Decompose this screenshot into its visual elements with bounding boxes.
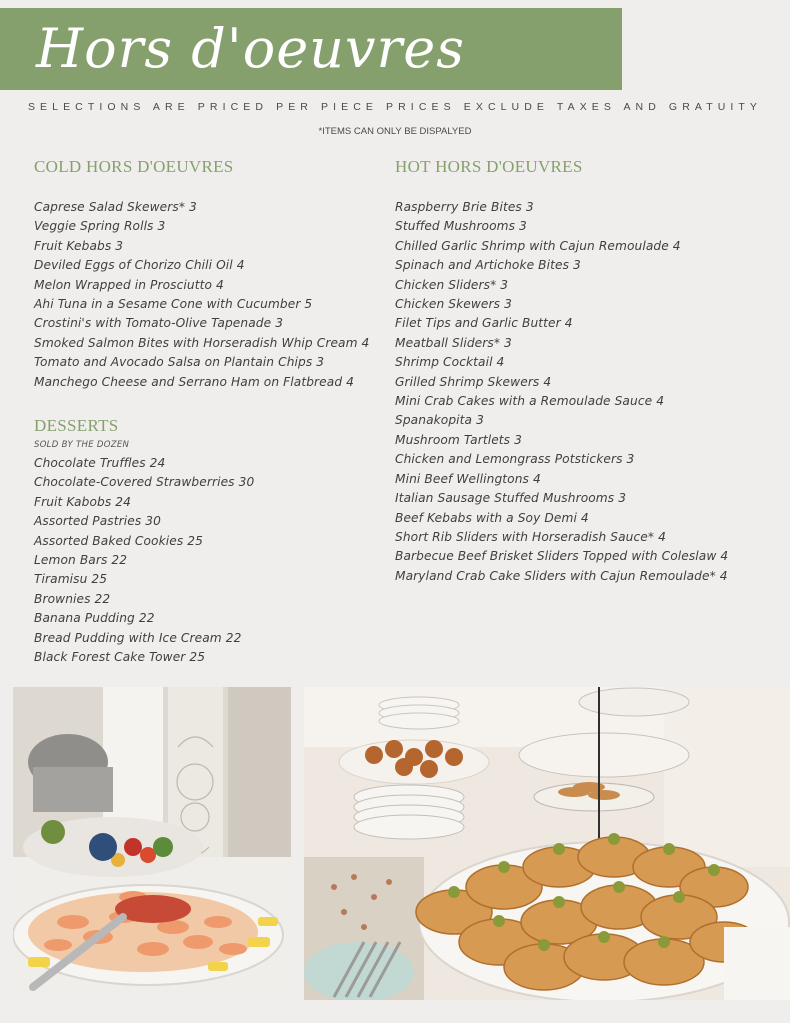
hot-item: Spinach and Artichoke Bites 3 (395, 258, 581, 273)
cold-item: Caprese Salad Skewers* 3 (34, 200, 197, 214)
cold-items-list (34, 198, 369, 392)
hot-item: Beef Kebabs with a Soy Demi 4 (395, 510, 589, 525)
cold-item: Veggie Spring Rolls 3 (34, 219, 166, 234)
cold-item: Smoked Salmon Bites with Horseradish Whip Cream 4 (34, 335, 370, 350)
hot-item: Italian Sausage Stuffed Mushrooms 3 (395, 491, 627, 506)
desserts-section-title: DESSERTS (34, 416, 119, 435)
desserts-item: Assorted Pastries 30 (34, 514, 161, 529)
hot-items-list (395, 198, 728, 586)
desserts-item: Lemon Bars 22 (34, 553, 128, 568)
cold-item: Ahi Tuna in a Sesame Cone with Cucumber 5 (34, 297, 313, 312)
hot-item: Raspberry Brie Bites 3 (395, 200, 534, 214)
cold-item: Crostini's with Tomato-Olive Tapenade 3 (34, 316, 284, 331)
hot-item: Barbecue Beef Brisket Sliders Topped with Coleslaw 4 (395, 549, 729, 564)
title-banner (0, 8, 622, 90)
hot-item: Meatball Sliders* 3 (395, 335, 512, 350)
hot-section-title: HOT HORS D'OEUVRES (395, 157, 583, 176)
desserts-note: SOLD BY THE DOZEN (34, 440, 130, 450)
cold-section-title: COLD HORS D'OEUVRES (34, 157, 234, 176)
hot-item: Short Rib Sliders with Horseradish Sauce* 4 (395, 529, 666, 544)
hot-item: Spanakopita 3 (395, 413, 484, 428)
cold-item: Deviled Eggs of Chorizo Chili Oil 4 (34, 258, 245, 273)
hot-item: Stuffed Mushrooms 3 (395, 219, 527, 234)
hot-item: Chicken and Lemongrass Potstickers 3 (395, 452, 635, 467)
croissant-display-photo (304, 687, 790, 1000)
desserts-item: Brownies 22 (34, 591, 111, 606)
cold-item: Melon Wrapped in Prosciutto 4 (34, 277, 224, 292)
cold-item: Fruit Kebabs 3 (34, 238, 124, 253)
hot-item: Mini Beef Wellingtons 4 (395, 471, 541, 486)
desserts-item: Banana Pudding 22 (34, 611, 155, 626)
cold-item: Tomato and Avocado Salsa on Plantain Chips 3 (34, 355, 325, 370)
desserts-item: Black Forest Cake Tower 25 (34, 650, 206, 665)
display-note: *ITEMS CAN ONLY BE DISPALYED (318, 126, 472, 137)
hot-item: Grilled Shrimp Skewers 4 (395, 374, 552, 389)
shrimp-platter-photo (13, 687, 291, 1000)
hot-item: Filet Tips and Garlic Butter 4 (395, 316, 573, 331)
desserts-item: Bread Pudding with Ice Cream 22 (34, 630, 242, 645)
hot-item: Shrimp Cocktail 4 (395, 355, 505, 370)
desserts-item: Fruit Kabobs 24 (34, 494, 131, 509)
desserts-item: Chocolate-Covered Strawberries 30 (34, 475, 255, 490)
hot-item: Chicken Skewers 3 (395, 297, 512, 312)
cold-item: Manchego Cheese and Serrano Ham on Flatbread 4 (34, 374, 354, 389)
dessert-items-list (34, 454, 254, 667)
hot-item: Maryland Crab Cake Sliders with Cajun Remoulade* 4 (395, 568, 728, 583)
hot-item: Mini Crab Cakes with a Remoulade Sauce 4 (395, 394, 665, 409)
desserts-item: Tiramisu 25 (34, 572, 108, 587)
pricing-subtitle: SELECTIONS ARE PRICED PER PIECE PRICES EXCLUDE TAXES AND GRATUITY (27, 101, 763, 113)
desserts-item: Assorted Baked Cookies 25 (34, 533, 203, 548)
page-title: Hors d'oeuvres (36, 17, 465, 80)
hot-item: Chilled Garlic Shrimp with Cajun Remoulade 4 (395, 238, 681, 253)
hot-item: Chicken Sliders* 3 (395, 277, 509, 292)
desserts-item: Chocolate Truffles 24 (34, 456, 166, 470)
hot-item: Mushroom Tartlets 3 (395, 432, 522, 447)
